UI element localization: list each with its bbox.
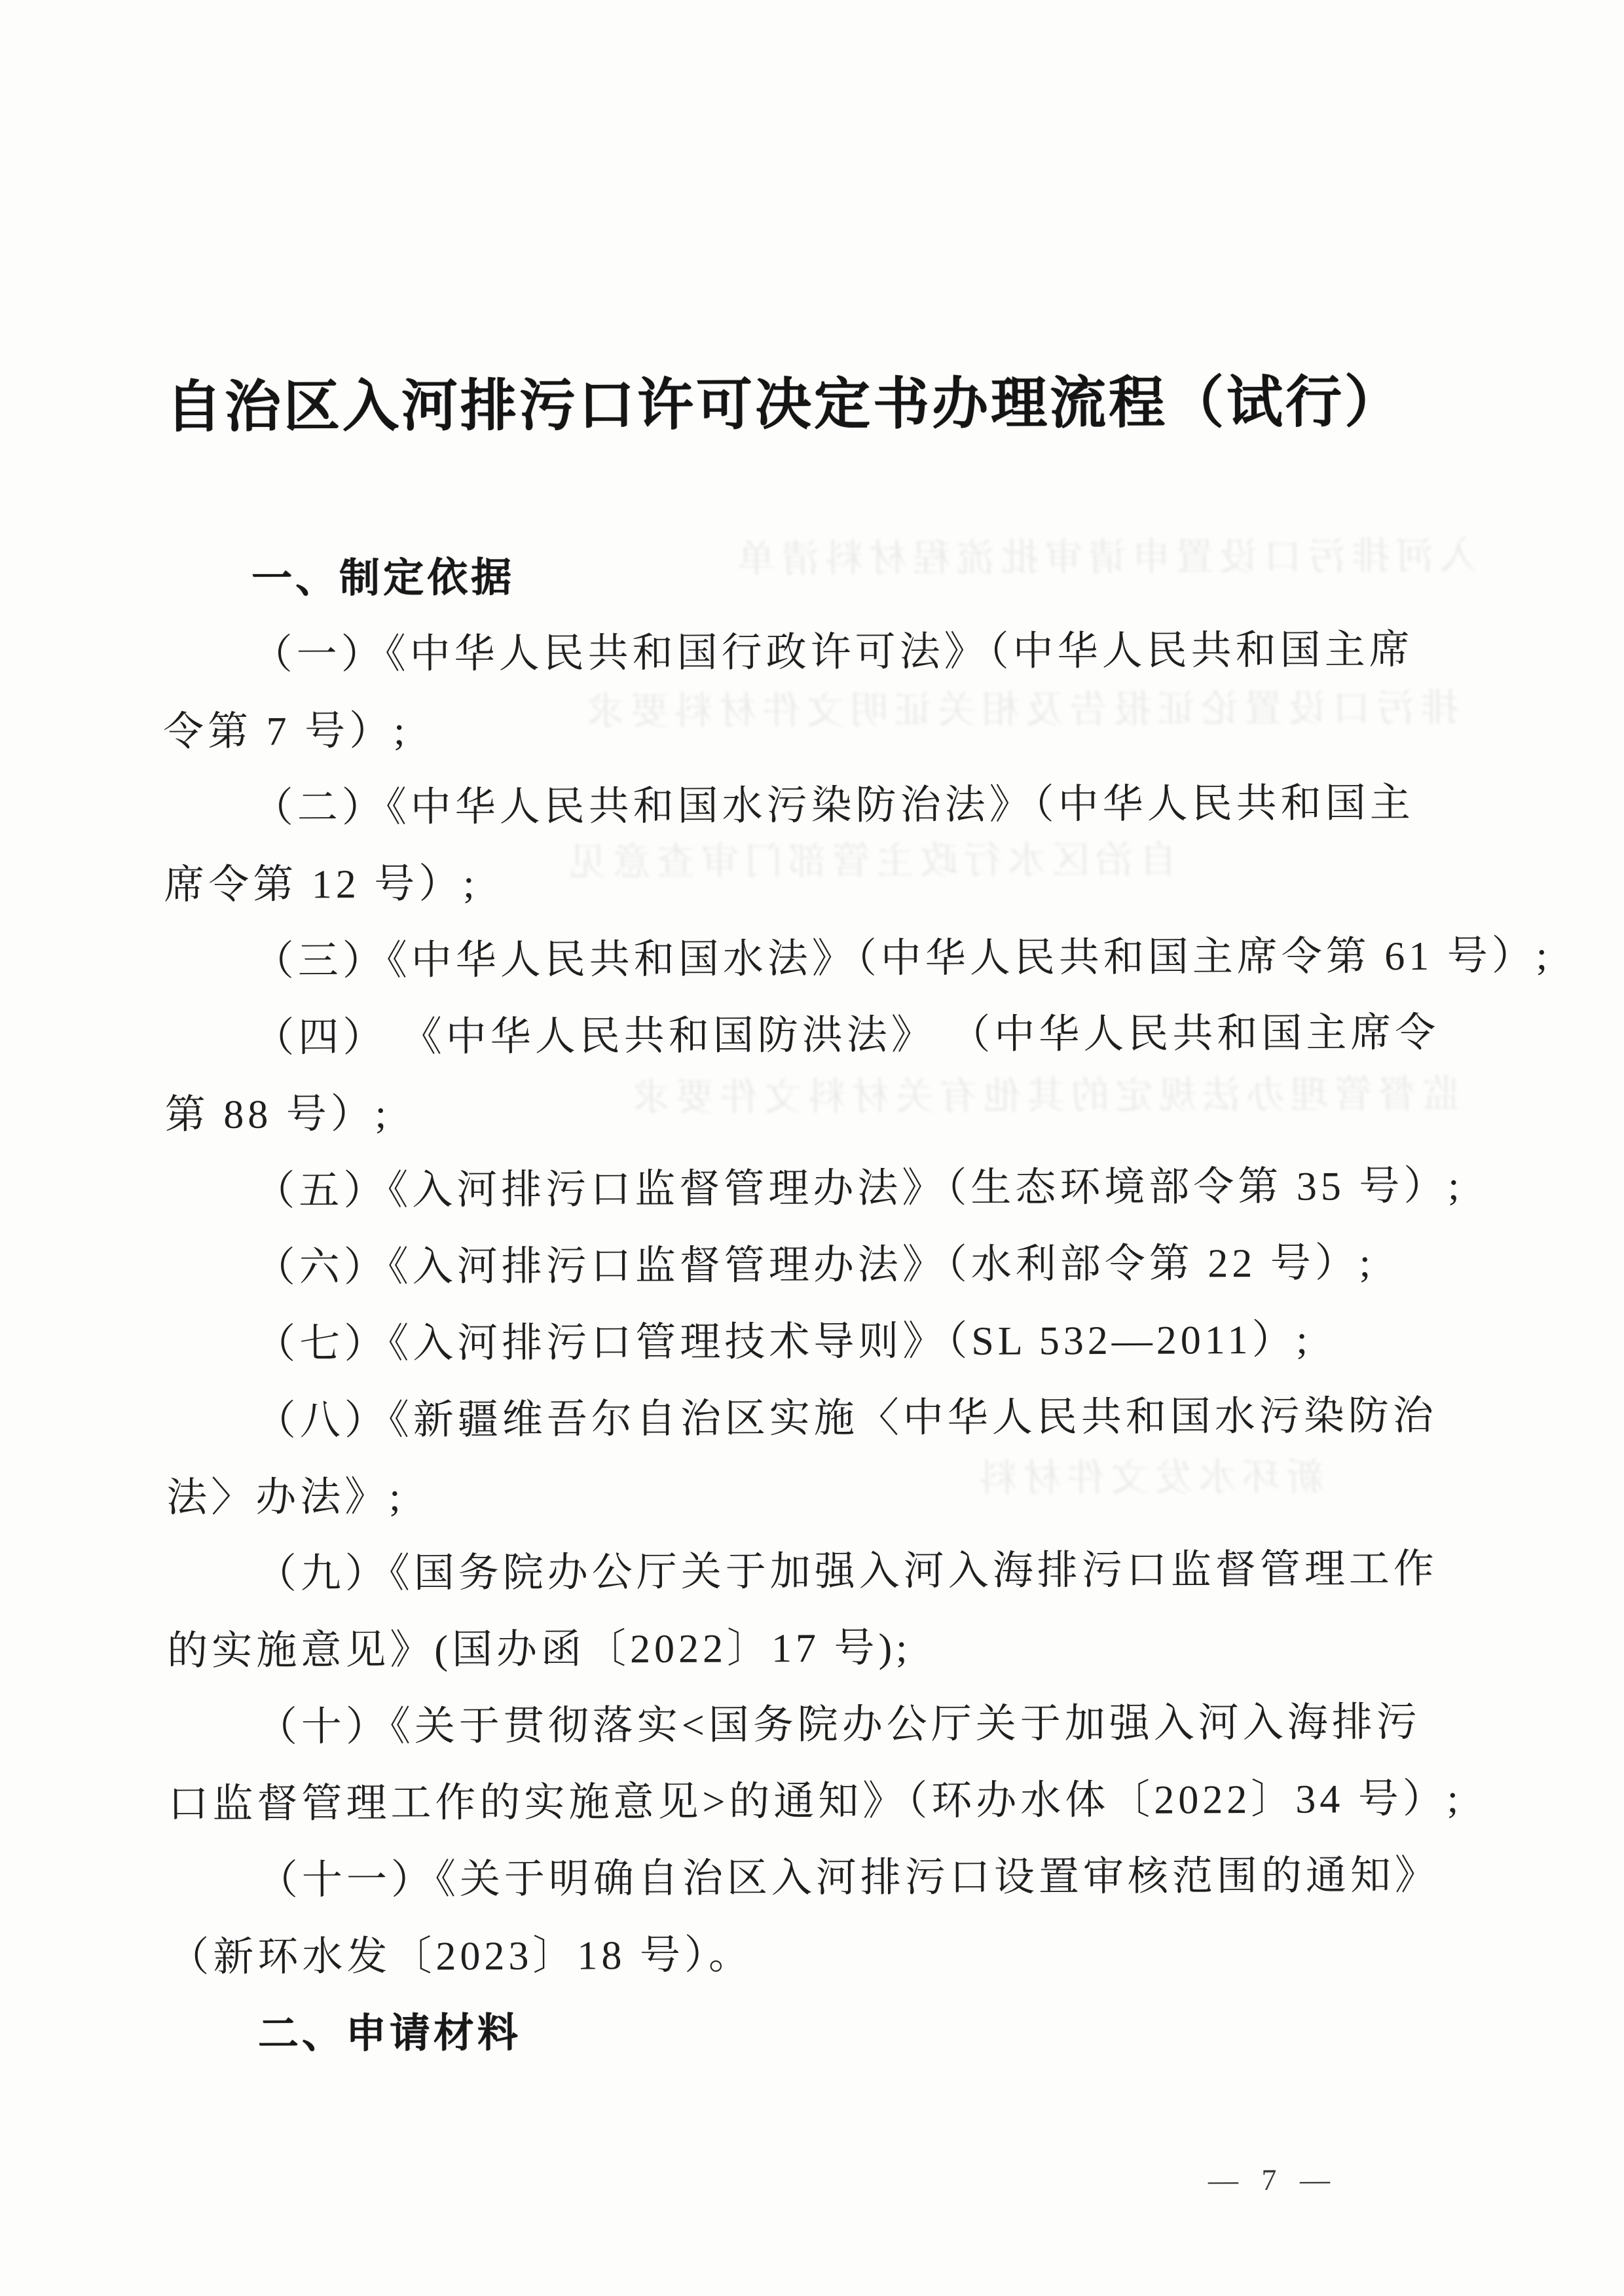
text-line-item9-b: 的实施意见》(国办函〔2022〕17 号);: [167, 1626, 912, 1674]
section-heading-materials: 二、申请材料: [257, 2010, 522, 2057]
bleedthrough-text: 排污口设置论证报告及相关证明文件材料要求: [580, 686, 1459, 733]
bleedthrough-text: 新环水发文件材料: [973, 1455, 1325, 1500]
text-line-item3: （三）《中华人民共和国水法》（中华人民共和国主席令第 61 号）;: [253, 934, 1552, 984]
text-line-item5: （五）《入河排污口监督管理办法》（生态环境部令第 35 号）;: [254, 1163, 1464, 1214]
text-line-item6: （六）《入河排污口监督管理办法》（水利部令第 22 号）;: [254, 1241, 1375, 1290]
text-line-item1-b: 令第 7 号）;: [163, 708, 409, 755]
document-title: 自治区入河排污口许可决定书办理流程（试行）: [165, 371, 1404, 439]
text-line-item11-b: （新环水发〔2023〕18 号）。: [168, 1933, 754, 1980]
text-line-item1-a: （一）《中华人民共和国行政许可法》（中华人民共和国主席: [251, 627, 1414, 678]
document-body: [162, 536, 1552, 2073]
bleedthrough-text: 监督管理办法规定的其他有关材料文件要求: [626, 1072, 1460, 1120]
text-line-item2-a: （二）《中华人民共和国水污染防治法》（中华人民共和国主: [252, 780, 1414, 831]
text-line-item2-b: 席令第 12 号）;: [164, 862, 479, 908]
bleedthrough-text: 入河排污口设置申请审批流程材料清单: [731, 534, 1478, 581]
text-line-item9-a: （九）《国务院办公厅关于加强入河入海排污口监督管理工作: [255, 1546, 1438, 1597]
text-line-item11-a: （十一）《关于明确自治区入河排污口设置审核范围的通知》: [257, 1853, 1440, 1903]
text-line-item7: （七）《入河排污口管理技术导则》（SL 532—2011）;: [255, 1317, 1312, 1367]
text-line-item10-a: （十）《关于贯彻落实<国务院办公厅关于加强入河入海排污: [256, 1700, 1421, 1750]
text-line-item8-a: （八）《新疆维吾尔自治区实施〈中华人民共和国水污染防治: [255, 1393, 1437, 1444]
bleedthrough-text: 自治区水行政主管部门审查意见: [563, 838, 1178, 884]
section-heading-basis: 一、制定依据: [251, 555, 515, 602]
text-line-item4-a: （四） 《中华人民共和国防洪法》 （中华人民共和国主席令: [253, 1010, 1440, 1061]
page-number: — 7 —: [1208, 2162, 1338, 2197]
text-line-item8-b: 法〉办法》;: [166, 1474, 405, 1521]
text-line-item10-b: 口监督管理工作的实施意见>的通知》（环办水体〔2022〕34 号）;: [168, 1776, 1463, 1827]
text-line-item4-b: 第 88 号）;: [164, 1091, 391, 1138]
